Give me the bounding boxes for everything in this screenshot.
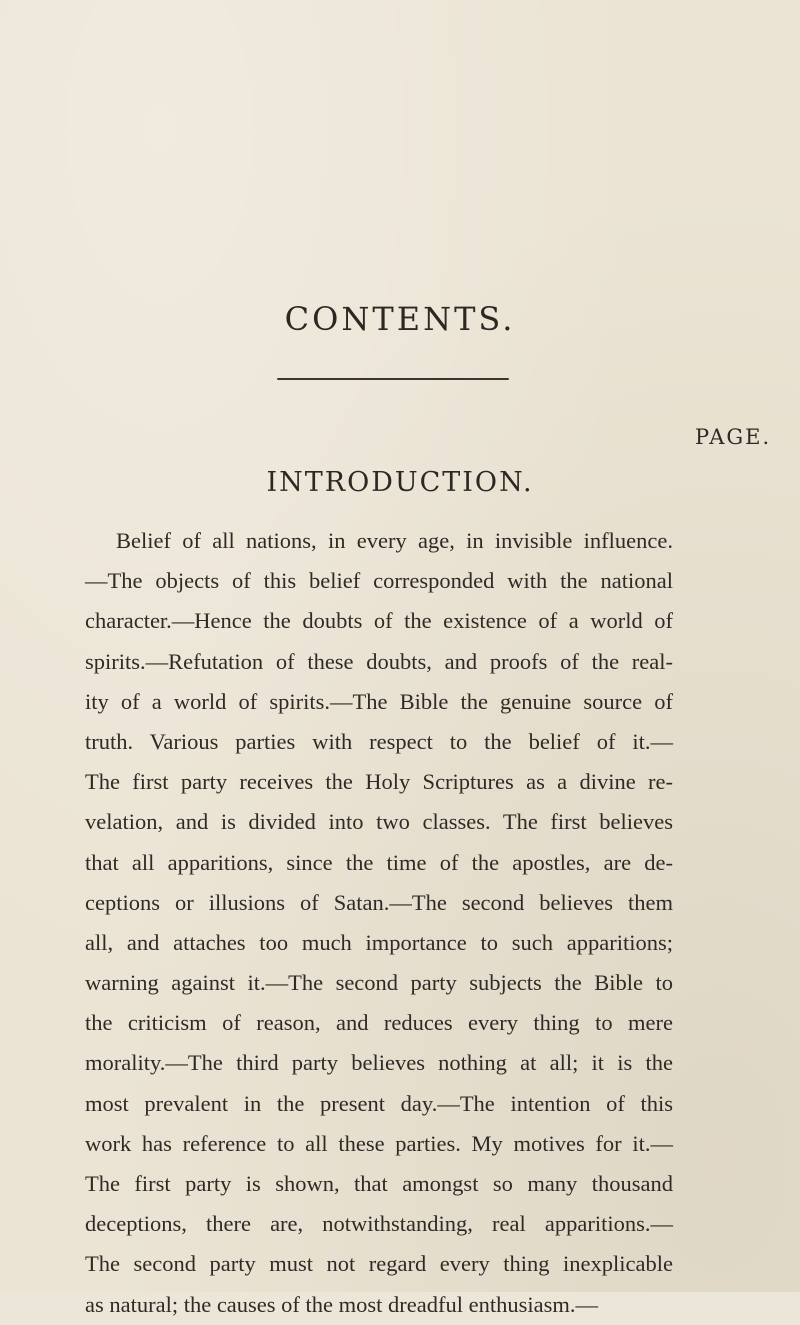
text-line: truth. Various parties with respect to the belief of it.—: [85, 728, 673, 754]
text-line: deceptions, there are, notwithstanding, real apparitions.—: [85, 1211, 673, 1237]
text-line: the criticism of reason, and reduces every thing to mere: [85, 1010, 673, 1036]
text-line: The second party must not regard every thing inexplicable: [85, 1251, 673, 1277]
section-heading: INTRODUCTION.: [266, 467, 534, 498]
text-line: all, and attaches too much importance to such apparitions;: [85, 929, 673, 955]
text-line: velation, and is divided into two classes. The first believes: [85, 809, 673, 835]
text-line: spirits.—Refutation of these doubts, and proofs of the real-: [85, 648, 673, 674]
text-line: —The objects of this belief corresponded with the national: [85, 568, 673, 594]
contents-paragraph: [85, 521, 673, 1325]
text-line: The first party receives the Holy Scriptures as a divine re-: [85, 769, 673, 795]
page-title: CONTENTS.: [284, 300, 516, 338]
text-line: morality.—The third party believes nothing at all; it is the: [85, 1050, 673, 1076]
text-line: Belief of all nations, in every age, in invisible influence.: [116, 528, 673, 553]
text-line: ceptions or illusions of Satan.—The second believes them: [85, 889, 673, 915]
text-line: ity of a world of spirits.—The Bible the genuine source of: [85, 688, 673, 714]
text-line: work has reference to all these parties. My motives for it.—: [85, 1130, 673, 1156]
text-line: most prevalent in the present day.—The intention of this: [85, 1090, 673, 1116]
text-line: as natural; the causes of the most dreadful enthusiasm.—: [85, 1291, 598, 1317]
text-line: The first party is shown, that amongst so many thousand: [85, 1171, 673, 1196]
text-line: that all apparitions, since the time of the apostles, are de-: [85, 849, 673, 875]
page-column-label: PAGE.: [695, 425, 772, 449]
text-line: character.—Hence the doubts of the existence of a world of: [85, 608, 673, 634]
text-line: warning against it.—The second party subjects the Bible to: [85, 970, 673, 996]
title-rule: [277, 378, 509, 380]
